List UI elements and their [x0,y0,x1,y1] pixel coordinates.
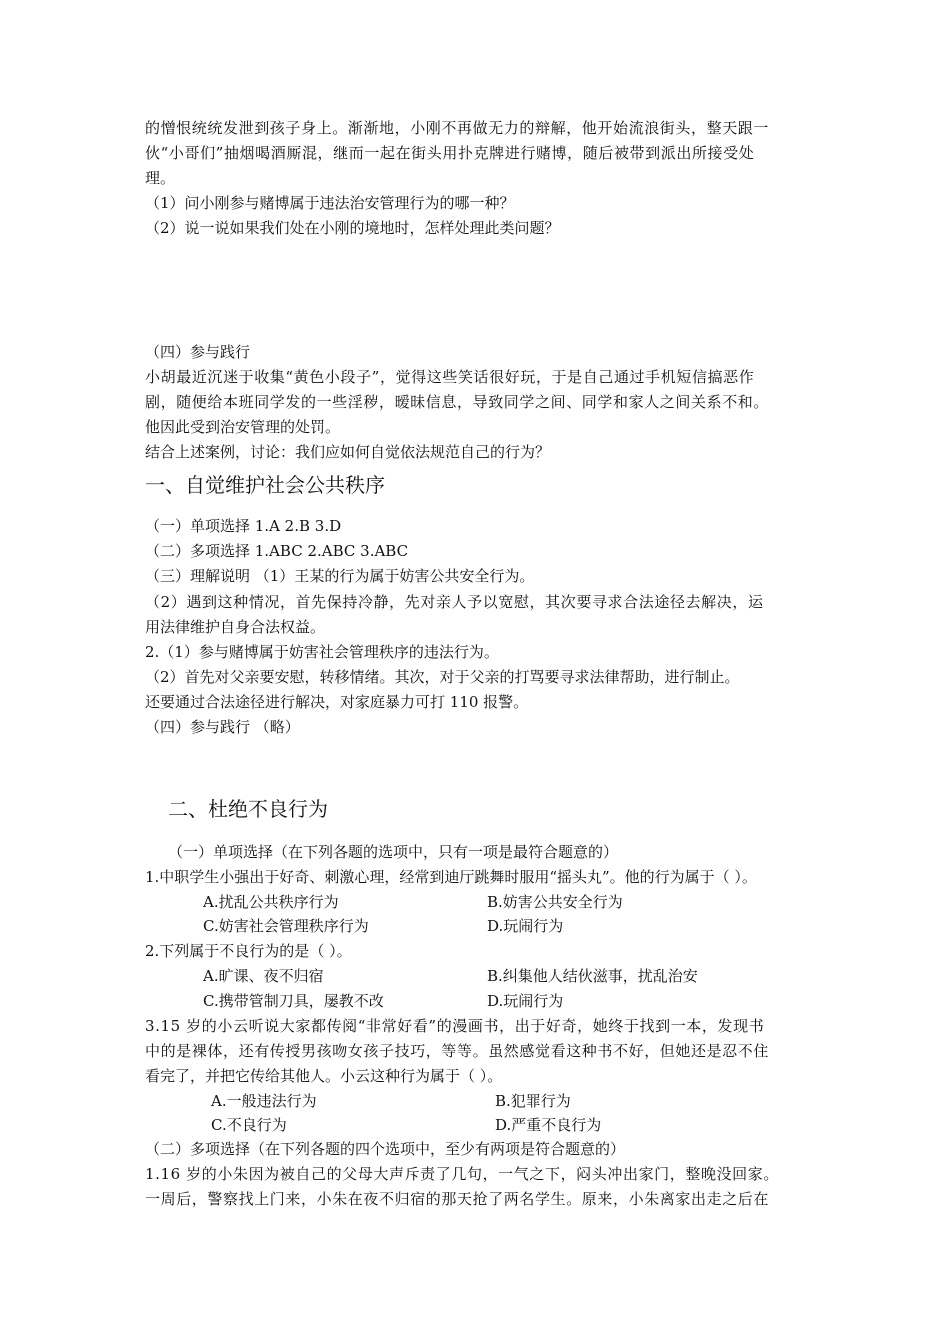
answer-line: （2）遇到这种情况，首先保持冷静，先对亲人予以宽慰，其次要寻求合法途径去解决，运 [145,593,764,611]
section-2-title: 二、杜绝不良行为 [168,797,328,821]
practice-line: 剧，随便给本班同学发的一些淫秽，暧昧信息，导致同学之间、同学和家人之间关系不和。 [145,393,770,411]
option-c: C.携带管制刀具，屡教不改 [203,992,384,1010]
question-line: （2）说一说如果我们处在小刚的境地时，怎样处理此类问题？ [145,219,560,237]
question-stem: 2.下列属于不良行为的是（ ）。 [145,942,352,960]
option-b: B.纠集他人结伙滋事，扰乱治安 [487,967,698,985]
answer-line: （四）参与践行 （略） [145,718,300,736]
case-text-line: 理。 [145,169,176,187]
answer-line: 2.（1）参与赌博属于妨害社会管理秩序的违法行为。 [145,643,499,661]
question-stem: 一周后，警察找上门来，小朱在夜不归宿的那天抢了两名学生。原来，小朱离家出走之后在 [145,1190,770,1208]
case-text-line: 的憎恨统统发泄到孩子身上。渐渐地，小刚不再做无力的辩解，他开始流浪街头，整天跟一 [145,119,770,137]
section-1-title: 一、自觉维护社会公共秩序 [145,473,385,497]
answer-line: （一）单项选择 1.A 2.B 3.D [145,517,342,535]
option-a: A.一般违法行为 [211,1092,317,1110]
practice-line: 小胡最近沉迷于收集“黄色小段子”，觉得这些笑话很好玩，于是自己通过手机短信搞恶作 [145,368,755,386]
question-stem: 1.中职学生小强出于好奇、刺激心理，经常到迪厅跳舞时服用“摇头丸”。他的行为属于（ ）。 [145,868,757,886]
option-c: C.不良行为 [211,1116,287,1134]
question-stem: 3.15 岁的小云听说大家都传阅“非常好看”的漫画书，出于好奇，她终于找到一本，发现书 [145,1017,765,1035]
practice-heading: （四）参与践行 [145,343,251,361]
option-a: A.旷课、夜不归宿 [203,967,324,985]
practice-line: 他因此受到治安管理的处罚。 [145,418,341,436]
practice-line: 结合上述案例，讨论：我们应如何自觉依法规范自己的行为？ [145,443,551,461]
option-d: D.玩闹行为 [487,992,564,1010]
single-choice-heading: （一）单项选择（在下列各题的选项中，只有一项是最符合题意的） [168,843,619,861]
option-c: C.妨害社会管理秩序行为 [203,917,369,935]
multi-choice-heading: （二）多项选择（在下列各题的四个选项中，至少有两项是符合题意的） [145,1140,626,1158]
option-d: D.玩闹行为 [487,917,564,935]
question-line: （1）问小刚参与赌博属于违法治安管理行为的哪一种？ [145,194,515,212]
question-stem: 1.16 岁的小朱因为被自己的父母大声斥责了几句，一气之下，闷头冲出家门，整晚没回家。 [145,1165,779,1183]
option-a: A.扰乱公共秩序行为 [203,893,339,911]
option-b: B.犯罪行为 [495,1092,571,1110]
option-b: B.妨害公共安全行为 [487,893,623,911]
answer-line: 用法律维护自身合法权益。 [145,618,326,636]
answer-line: 还要通过合法途径进行解决，对家庭暴力可打 110 报警。 [145,693,529,711]
option-d: D.严重不良行为 [495,1116,602,1134]
question-stem: 中的是裸体，还有传授男孩吻女孩子技巧，等等。虽然感觉看这种书不好，但她还是忍不住 [145,1042,770,1060]
question-stem: 看完了，并把它传给其他人。小云这种行为属于（ ）。 [145,1067,503,1085]
answer-line: （二）多项选择 1.ABC 2.ABC 3.ABC [145,542,409,560]
answer-line: （2）首先对父亲要安慰，转移情绪。其次，对于父亲的打骂要寻求法律帮助，进行制止。 [145,668,740,686]
case-text-line: 伙“小哥们”抽烟喝酒厮混，继而一起在街头用扑克牌进行赌博，随后被带到派出所接受处 [145,144,755,162]
answer-line: （三）理解说明 （1）王某的行为属于妨害公共安全行为。 [145,567,535,585]
